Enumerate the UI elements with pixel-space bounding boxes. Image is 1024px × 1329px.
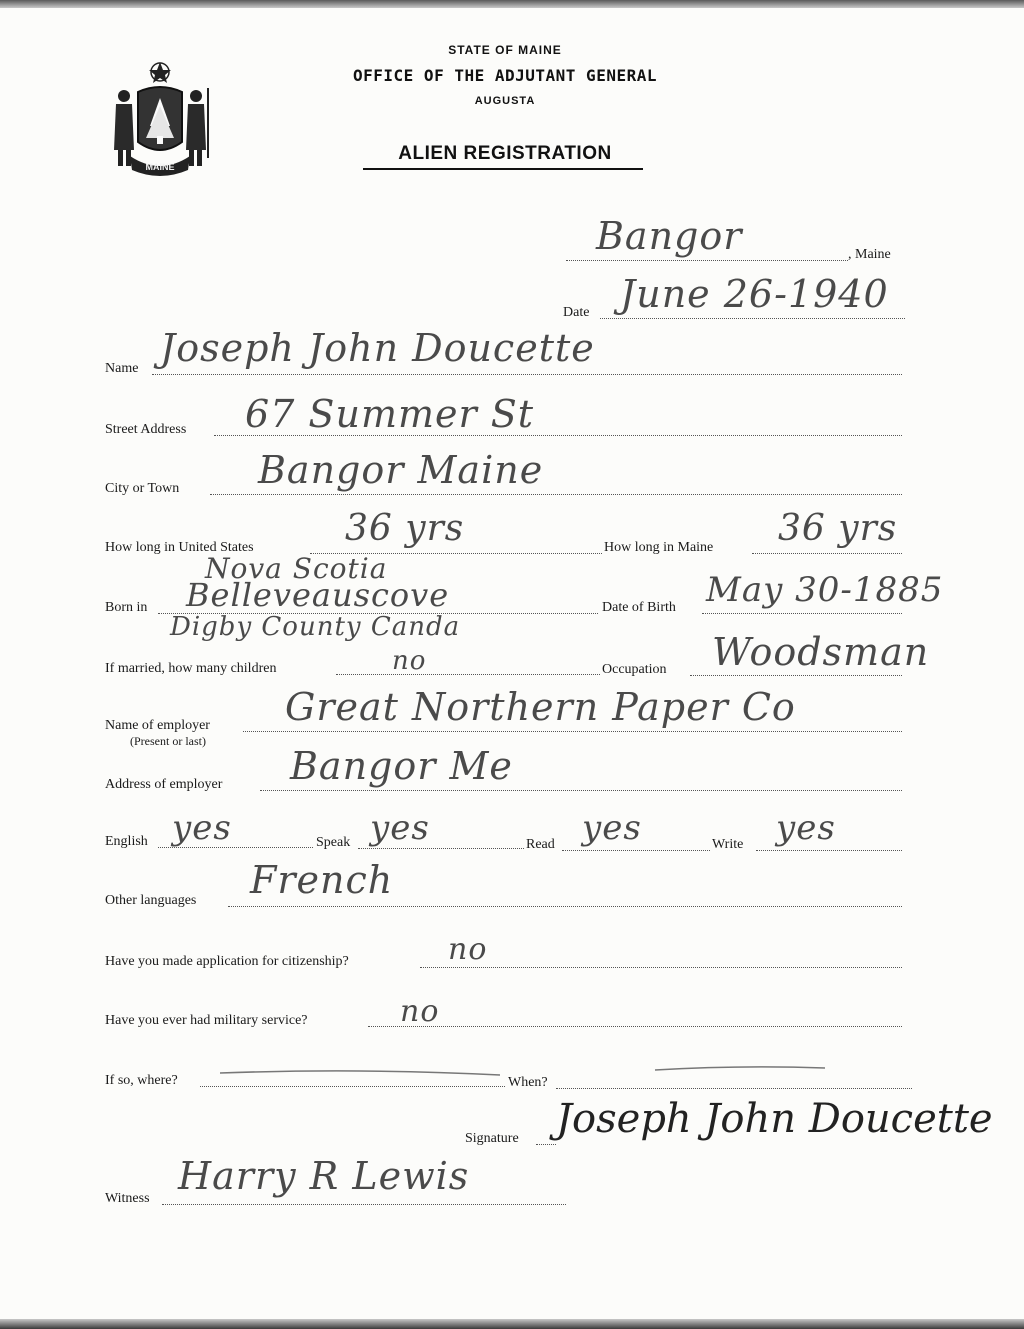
how-long-us-value: 36 yrs: [345, 508, 465, 549]
children-label: If married, how many children: [105, 661, 277, 676]
where-label: If so, where?: [105, 1073, 178, 1088]
dob-line: [702, 613, 902, 614]
place-line: [566, 260, 848, 261]
employer-address-line: [260, 790, 902, 791]
military-line: [368, 1026, 902, 1027]
write-label: Write: [712, 837, 744, 852]
english-value: yes: [172, 808, 232, 848]
read-label: Read: [526, 837, 555, 852]
city-line: [210, 494, 902, 495]
date-label: Date: [563, 305, 590, 320]
how-long-maine-value: 36 yrs: [778, 508, 898, 549]
other-languages-line: [228, 906, 902, 907]
witness-value: Harry R Lewis: [178, 1154, 470, 1198]
how-long-maine-label: How long in Maine: [604, 540, 714, 555]
occupation-value: Woodsman: [712, 630, 930, 674]
signature-value: Joseph John Doucette: [556, 1096, 993, 1142]
born-in-province: Nova Scotia: [205, 552, 388, 585]
witness-line: [162, 1204, 566, 1205]
scan-top-edge: [0, 0, 1024, 8]
place-suffix: , Maine: [848, 247, 891, 262]
write-value: yes: [776, 808, 836, 848]
employer-address-value: Bangor Me: [290, 744, 513, 788]
name-value: Joseph John Doucette: [160, 326, 595, 370]
military-label: Have you ever had military service?: [105, 1013, 308, 1028]
date-line: [600, 318, 905, 319]
employer-value: Great Northern Paper Co: [285, 685, 796, 729]
how-long-us-label: How long in United States: [105, 540, 254, 555]
speak-value: yes: [370, 808, 430, 848]
english-label: English: [105, 834, 148, 849]
employer-label: Name of employer: [105, 718, 210, 733]
read-value: yes: [582, 808, 642, 848]
form-title: ALIEN REGISTRATION: [398, 143, 612, 164]
street-value: 67 Summer St: [245, 392, 535, 436]
other-languages-label: Other languages: [105, 893, 197, 908]
date-value: June 26-1940: [620, 272, 889, 316]
employer-address-label: Address of employer: [105, 777, 223, 792]
how-long-maine-line: [752, 553, 902, 554]
dob-label: Date of Birth: [602, 600, 676, 615]
header-state: STATE OF MAINE: [448, 43, 562, 57]
children-line: [336, 674, 600, 675]
seal-banner-text: MAINE: [145, 162, 175, 172]
name-line: [152, 374, 902, 375]
military-value: no: [400, 994, 440, 1029]
when-label: When?: [508, 1075, 548, 1090]
city-value: Bangor Maine: [258, 448, 544, 492]
state-of-maine-seal-icon: [108, 58, 212, 178]
where-line: [200, 1086, 505, 1087]
place-value: Bangor: [596, 214, 743, 258]
when-dash-mark: [650, 1062, 830, 1076]
scan-bottom-edge: [0, 1319, 1024, 1329]
write-line: [756, 850, 902, 851]
citizenship-label: Have you made application for citizenship?: [105, 954, 349, 969]
born-in-value: Belleveauscove: [186, 576, 450, 614]
citizenship-line: [420, 967, 902, 968]
witness-label: Witness: [105, 1191, 150, 1206]
read-line: [562, 850, 710, 851]
occupation-label: Occupation: [602, 662, 667, 677]
employer-line: [243, 731, 902, 732]
born-in-county: Digby County Canda: [170, 612, 461, 642]
employer-sublabel: (Present or last): [130, 734, 206, 748]
speak-line: [358, 848, 524, 849]
other-languages-value: French: [250, 858, 394, 902]
city-label: City or Town: [105, 481, 180, 496]
street-label: Street Address: [105, 422, 187, 437]
header-city: AUGUSTA: [474, 95, 536, 107]
header-office: OFFICE OF THE ADJUTANT GENERAL: [353, 66, 657, 85]
name-label: Name: [105, 361, 139, 376]
signature-label: Signature: [465, 1131, 519, 1146]
born-in-label: Born in: [105, 600, 148, 615]
children-value: no: [392, 646, 427, 676]
speak-label: Speak: [316, 835, 351, 850]
occupation-line: [690, 675, 902, 676]
citizenship-value: no: [448, 932, 488, 967]
signature-line: [536, 1144, 556, 1145]
when-line: [556, 1088, 912, 1089]
title-underline: [363, 168, 643, 170]
where-dash-mark: [215, 1066, 505, 1080]
dob-value: May 30-1885: [706, 570, 944, 610]
